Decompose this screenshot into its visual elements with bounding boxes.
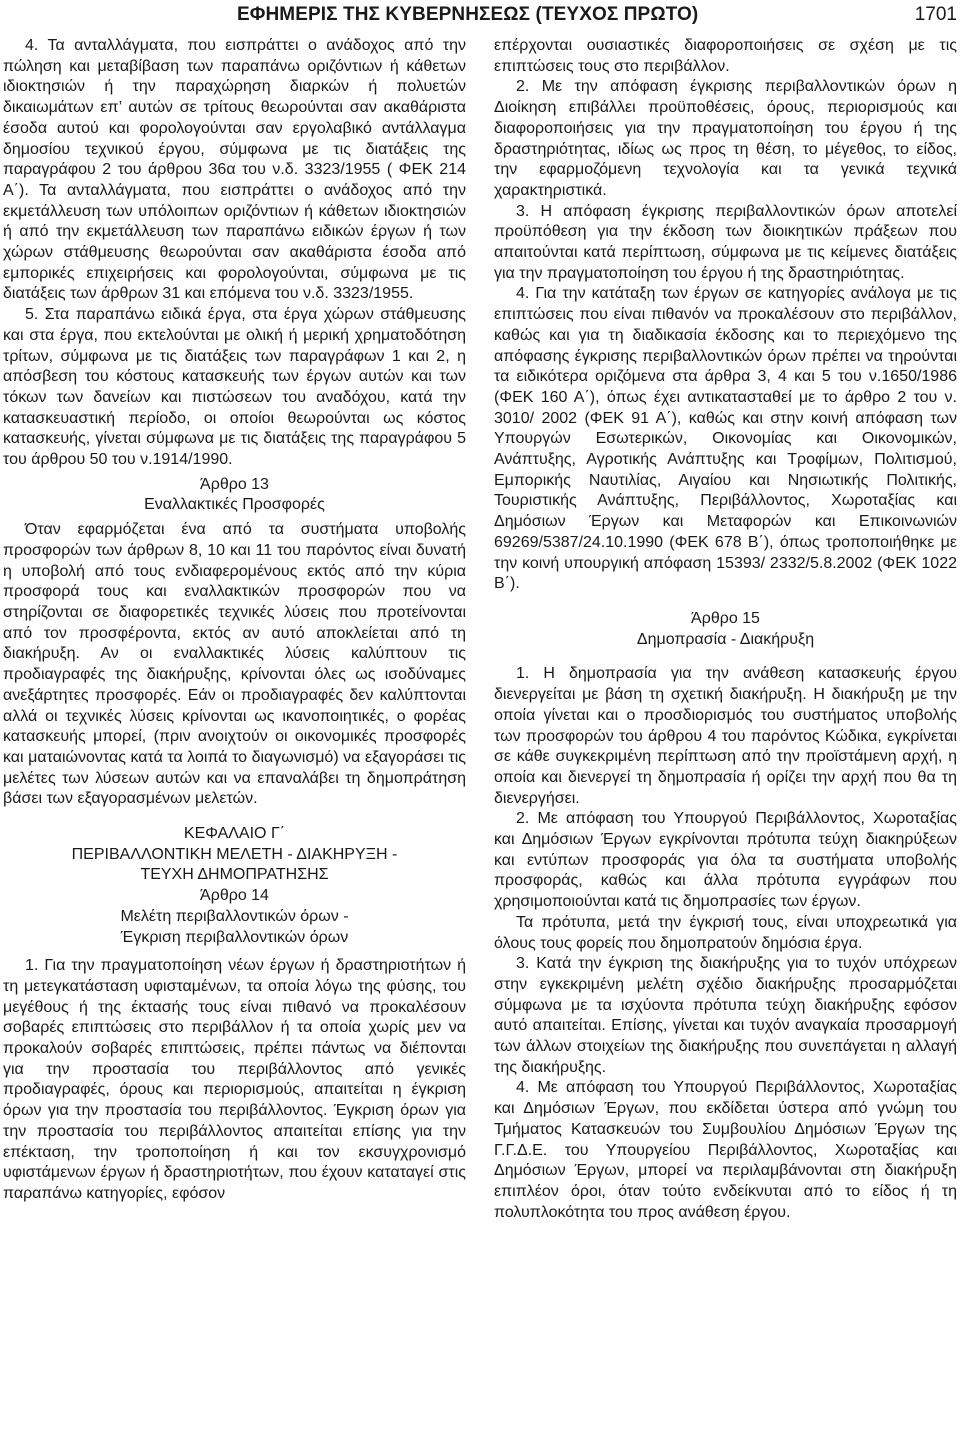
article-14-paragraph-2: 2. Με την απόφαση έγκρισης περιβαλλοντικών όρων η Διοίκηση επιβάλλει προϋποθέσεις, όρους, περιορισμούς και διαφοροποιήσεις για την πραγματοποίηση του έργου ή της δραστηριότητας, ιδίως ως προς τη θέση, το μέγεθος, το είδος, την εφαρμοζόμενη τεχνολογία και τα γενικά τεχνικά χαρακτηριστικά. [494,78,957,199]
page-header [0,0,960,34]
article-15-paragraph-2: 2. Με απόφαση του Υπουργού Περιβάλλοντος, Χωροταξίας και Δημόσιων Έργων εγκρίνονται πρότυπα τεύχη διακηρύξεων και εντύπων προσφοράς για όλα τα συστήματα υποβολής προσφοράς, καθώς και άλλα πρότυπα εγγράφων που χρησιμοποιούνται κατά τις δημοπρασίες των έργων. [494,810,957,911]
article-15-paragraph-2b: Τα πρότυπα, μετά την έγκρισή τους, είναι υποχρεωτικά για όλους τους φορείς που δημοπρατούν δημόσια έργα. [494,913,957,952]
article-13-title: Εναλλακτικές Προσφορές [144,496,325,514]
article-14-title-line-2: Έγκριση περιβαλλοντικών όρων [120,928,349,946]
left-column [3,36,466,1205]
article-14-paragraph-3: 3. Η απόφαση έγκρισης περιβαλλοντικών όρων αποτελεί προϋπόθεση για την έκδοση των διοικητικών πράξεων που απαιτούνται κατά περίπτωση, σύμφωνα με τις κείμενες διατάξεις για την πραγματοποίηση του έργου ή της δραστηριότητας. [494,202,957,282]
paragraph-5: 5. Στα παραπάνω ειδικά έργα, στα έργα χώρων στάθμευσης και στα έργα, που εκτελούνται με ολική ή μερική χρηματοδότηση τρίτων, σύμφωνα με τις διατάξεις των παραγράφων 1 και 2, η απόσβεση του κόστους κατασκευής των έργων αυτών και των τόκων των δανείων και πιστώσεων του αναδόχου, κατά την κατασκευαστική περίοδο, οι οποίοι θεωρούνται ως κόστος κατασκευής, γίνεται σύμφωνα με τις διατάξεις της παραγράφου 5 του άρθρου 50 του ν.1914/1990. [3,306,466,469]
paragraph-4: 4. Τα ανταλλάγματα, που εισπράττει ο ανάδοχος από την πώληση και μεταβίβαση των παραπάνω οριζόντιων ή κάθετων ιδιοκτησιών ή την παραχώρηση διαρκών ή πολυετών δικαιωμάτων επ’ αυτών σε τρίτους θεωρούνται σαν ακαθάριστα έσοδα αυτού και φορολογούνται σαν εργολαβικό αντάλλαγμα δημοσίου τεχνικού έργου, σύμφωνα με τις διατάξεις της παραγράφου 2 του άρθρου 36α του ν.δ. 3323/1955 ( ΦΕΚ 214 Α΄). Τα ανταλλάγματα, που εισπράττει ο ανάδοχος από την εκμετάλλευση των υπόλοιπων οριζόντιων ή κάθετων ιδιοκτησιών ή από την εκμετάλλευση των παραπάνω ειδικών έργων ή των χώρων στάθμευσης θεωρούνται σαν ακαθάριστα έσοδα από εμπορικές επιχειρήσεις και φορολογούνται, σύμφωνα με τις διατάξεις των άρθρων 31 και επόμενα του ν.δ. 3323/1955. [3,37,466,303]
article-14-paragraph-4: 4. Για την κατάταξη των έργων σε κατηγορίες ανάλογα με τις επιπτώσεις που είναι πιθανόν να προκαλέσουν στο περιβάλλον, καθώς και για τη διαδικασία έκδοσης και το περιεχόμενο της απόφασης έγκρισης περιβαλλοντικών όρων πρέπει να τηρούνται τα ειδικότερα οριζόμενα στα άρθρα 3, 4 και 5 του ν.1650/1986 (ΦΕΚ 160 Α΄), όπως έχει αντικατασταθεί με το άρθρο 2 του ν. 3010/ 2002 (ΦΕΚ 91 Α΄), καθώς και στην κοινή απόφαση των Υπουργών Εσωτερικών, Οικονομίας και Οικονομικών, Ανάπτυξης, Αγροτικής Ανάπτυξης και Τροφίμων, Πολιτισμού, Εμπορικής Ναυτιλίας, Αιγαίου και Νησιωτικής Πολιτικής, Τουριστικής Ανάπτυξης, Περιβάλλοντος, Χωροταξίας και Δημόσιων Έργων και Μεταφορών και Επικοινωνιών 69269/5387/24.10.1990 (ΦΕΚ 678 Β΄), όπως τροποποιήθηκε με την κοινή υπουργική απόφαση 15393/ 2332/5.8.2002 (ΦΕΚ 1022 Β΄). [494,285,957,593]
article-13-number: Άρθρο 13 [200,475,269,493]
article-15-number: Άρθρο 15 [691,609,760,627]
right-column [494,36,957,1223]
article-13-text: Όταν εφαρμόζεται ένα από τα συστήματα υποβολής προσφορών των άρθρων 8, 10 και 11 του παρόντος είναι δυνατή η υποβολή από τους ενδιαφερομένους εκτός από την κύρια προσφορά τους και εναλλακτικών προσφορών που να στηρίζονται σε διαφορετικές τεχνικές λύσεις που προτείνονται από τον προσφέροντα, εκτός αν αυτό αποκλείεται από τη διακήρυξη. Αν οι εναλλακτικές λύσεις καλύπτουν τις προδιαγραφές της διακήρυξης, κρίνονται όλες ως ισοδύναμες ανεξάρτητες προσφορές. Εάν οι προδιαγραφές δεν καλύπτονται αλλά οι τεχνικές λύσεις κρίνονται ως ικανοποιητικές, ο φορέας κατασκευής μπορεί, (πριν ανοιχτούν οι οικονομικές προσφορές και ματαιώνοντας κατά τα λοιπά το διαγωνισμό) να εξαγοράσει τις μελέτες των λύσεων αυτών και να επαναλάβει τη δημοπράτηση βάσει των εξαγορασμένων μελετών. [3,521,466,808]
chapter-title-line-2: ΤΕΥΧΗ ΔΗΜΟΠΡΑΤΗΣΗΣ [140,866,329,884]
gazette-title: ΕΦΗΜΕΡΙΣ ΤΗΣ ΚΥΒΕΡΝΗΣΕΩΣ (ΤΕΥΧΟΣ ΠΡΩΤΟ) [237,4,699,25]
chapter-title-line-1: ΠΕΡΙΒΑΛΛΟΝΤΙΚΗ ΜΕΛΕΤΗ - ΔΙΑΚΗΡΥΞΗ - [71,845,398,863]
chapter-label: ΚΕΦΑΛΑΙΟ Γ΄ [183,825,286,843]
article-14-title-line-1: Μελέτη περιβαλλοντικών όρων - [120,907,349,925]
continuation-text: επέρχονται ουσιαστικές διαφοροποιήσεις σε σχέση με τις επιπτώσεις τους στο περιβάλλον. [494,37,957,75]
article-15-title: Δημοπρασία - Διακήρυξη [636,630,815,648]
article-15-paragraph-4: 4. Με απόφαση του Υπουργού Περιβάλλοντος, Χωροταξίας και Δημόσιων Έργων, που εκδίδεται ύστερα από γνώμη του Τμήματος Κατασκευών του Συμβουλίου Δημόσιων Έργων της Γ.Γ.Δ.Ε. του Υπουργείου Περιβάλλοντος, Χωροταξίας και Δημόσιων Έργων, μπορεί να περιλαμβάνονται στη διακήρυξη επιπλέον όροι, όταν τούτο ενδείκνυται από το είδος ή τη πολυπλοκότητα του προς ανάθεση έργου. [494,1079,957,1221]
article-14-number: Άρθρο 14 [200,887,269,905]
article-14-paragraph-1: 1. Για την πραγματοποίηση νέων έργων ή δραστηριοτήτων ή τη μετεγκατάσταση υφισταμένων, τα οποία λόγω της φύσης, του μεγέθους ή της έκτασής τους είναι πιθανό να προκαλέσουν σοβαρές επιπτώσεις στο περιβάλλον ή τα οποία χωρίς μεν να προκαλούν σοβαρές επιπτώσεις, πρέπει πάντως να διέπονται για την προστασία του περιβάλλοντος από γενικές προδιαγραφές, όρους και περιορισμούς, απαιτείται η έγκριση όρων για την προστασία του περιβάλλοντος. Έγκριση όρων για την προστασία του περιβάλλοντος απαιτείται επίσης για την επέκταση, την τροποποίηση ή και τον εκσυγχρονισμό υφιστάμενων έργων ή δραστηριοτήτων, που έχουν καταταγεί στις παραπάνω κατηγορίες, εφόσον [3,957,466,1202]
article-15-paragraph-1: 1. Η δημοπρασία για την ανάθεση κατασκευής έργου διενεργείται με βάση τη σχετική διακήρυξη. Η διακήρυξη με την οποία γίνεται και ο προσδιορισμός του συστήματος υποβολής των προσφορών του άρθρου 4 του παρόντος Κώδικα, εγκρίνεται σε κάθε συγκεκριμένη περίπτωση από την προϊστάμενη αρχή, η οποία και διενεργεί τη δημοπρασία ή ορίζει την αρχή που θα τη διενεργήσει. [494,665,957,807]
page-number: 1701 [914,4,957,25]
article-15-paragraph-3: 3. Κατά την έγκριση της διακήρυξης για το τυχόν υπόχρεων στην εγκεκριμένη μελέτη σχέδιο διακήρυξης προσαρμόζεται σύμφωνα με τα ισχύοντα πρότυπα τεύχη διακήρυξης εφόσον αυτό απαιτείται. Επίσης, γίνεται και τυχόν αναγκαία προσαρμογή των άλλων στοιχείων της διακήρυξης που συνεπάγεται η αλλαγή της διακήρυξης. [494,955,957,1076]
